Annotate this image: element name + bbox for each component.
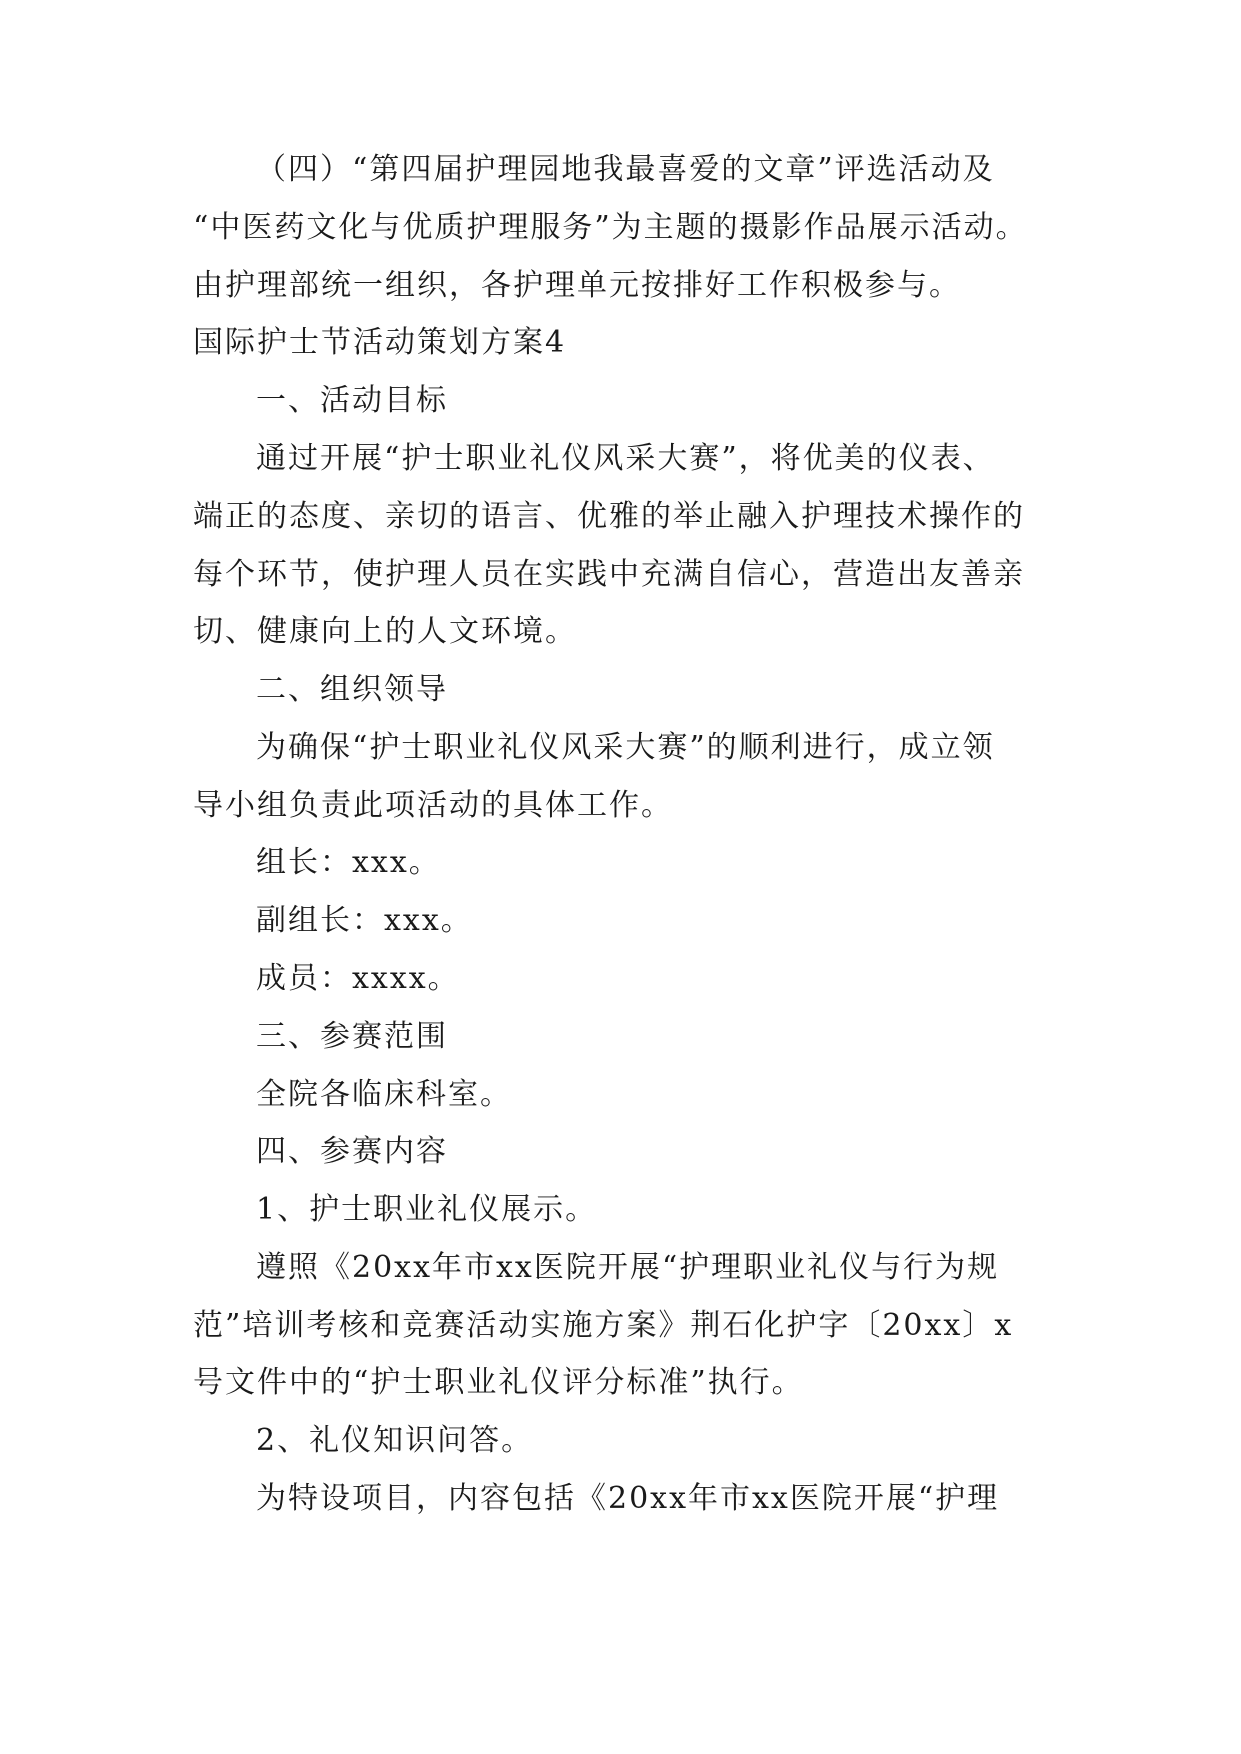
list-item: 2、礼仪知识问答。 xyxy=(256,1423,534,1458)
paragraph-line: 为确保“护士职业礼仪风采大赛”的顺利进行，成立领 xyxy=(256,730,995,765)
paragraph-line: “中医药文化与优质护理服务”为主题的摄影作品展示活动。 xyxy=(193,210,1028,245)
heading-scope: 三、参赛范围 xyxy=(256,1019,448,1054)
paragraph-line: 号文件中的“护士职业礼仪评分标准”执行。 xyxy=(193,1365,804,1400)
paragraph-line: 全院各临床科室。 xyxy=(256,1077,512,1112)
section-title: 国际护士节活动策划方案4 xyxy=(193,325,567,360)
members-line: 成员：xxxx。 xyxy=(256,961,460,996)
leader-line: 组长：xxx。 xyxy=(256,845,441,880)
heading-organization: 二、组织领导 xyxy=(256,672,448,707)
heading-activity-goal: 一、活动目标 xyxy=(256,383,448,418)
paragraph-line: 遵照《20xx年市xx医院开展“护理职业礼仪与行为规 xyxy=(256,1250,1000,1285)
paragraph-line: 为特设项目，内容包括《20xx年市xx医院开展“护理 xyxy=(256,1481,1000,1516)
deputy-leader-line: 副组长：xxx。 xyxy=(256,903,473,938)
paragraph-line: 端正的态度、亲切的语言、优雅的举止融入护理技术操作的 xyxy=(193,499,1025,534)
paragraph-line: 导小组负责此项活动的具体工作。 xyxy=(193,788,673,823)
paragraph-line: 每个环节，使护理人员在实践中充满自信心，营造出友善亲 xyxy=(193,557,1025,592)
heading-content: 四、参赛内容 xyxy=(256,1134,448,1169)
paragraph-line: 范”培训考核和竞赛活动实施方案》荆石化护字〔20xx〕x xyxy=(193,1308,1014,1343)
paragraph-line: 由护理部统一组织，各护理单元按排好工作积极参与。 xyxy=(193,268,961,303)
paragraph-line: 切、健康向上的人文环境。 xyxy=(193,614,577,649)
list-item: 1、护士职业礼仪展示。 xyxy=(256,1192,598,1227)
paragraph-line: 通过开展“护士职业礼仪风采大赛”，将优美的仪表、 xyxy=(256,441,995,476)
paragraph-line: （四）“第四届护理园地我最喜爱的文章”评选活动及 xyxy=(256,152,995,187)
